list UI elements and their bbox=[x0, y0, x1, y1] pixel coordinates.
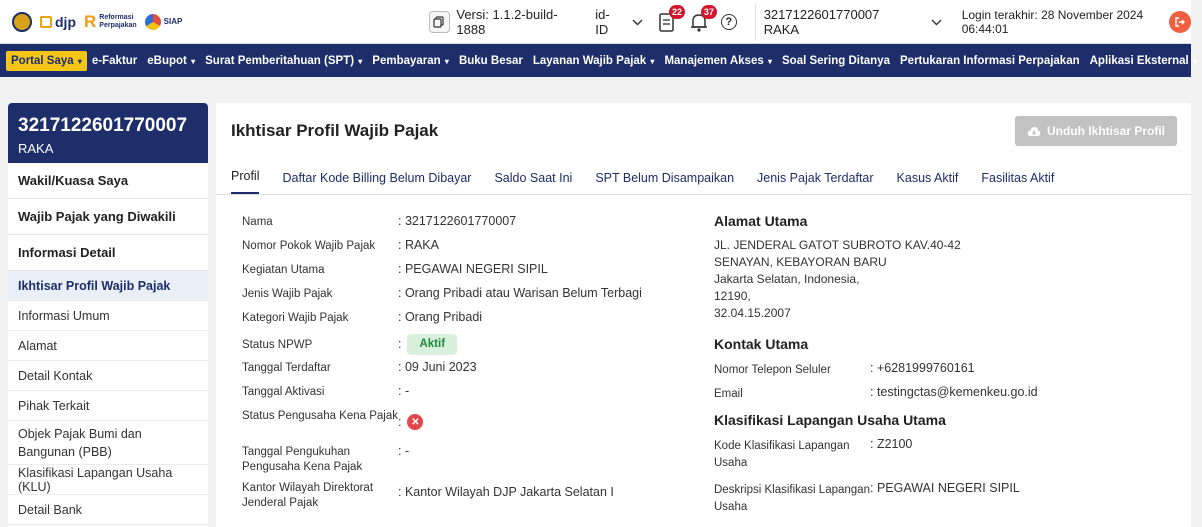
document-notification-button[interactable] bbox=[657, 6, 683, 33]
field-label: Tanggal Terdaftar bbox=[242, 362, 331, 374]
field-value bbox=[398, 333, 457, 355]
sidebar-item-objek-pajak-pbb[interactable]: Objek Pajak Bumi dan Bangunan (PBB) bbox=[8, 421, 208, 465]
djp-logo-text: djp bbox=[55, 13, 76, 30]
reformasi-logo-line1: Reformasi bbox=[99, 13, 134, 21]
nav-pembayaran[interactable] bbox=[367, 51, 454, 71]
sidebar-item-wajib-pajak-diwakili[interactable]: Wajib Pajak yang Diwakili bbox=[8, 199, 208, 235]
sidebar-item-detail-kontak[interactable]: Detail Kontak bbox=[8, 361, 208, 391]
field-separator: : bbox=[398, 414, 402, 429]
address-line: SENAYAN, KEBAYORAN BARU bbox=[714, 255, 887, 269]
nav-label: Buku Besar bbox=[458, 54, 523, 67]
main-header bbox=[216, 103, 1191, 159]
nav-label: e-Faktur bbox=[91, 54, 138, 67]
last-login-label: Login terakhir: 28 November 2024 06:44:01 bbox=[961, 7, 1144, 36]
nav-label: Layanan Wajib Pajak bbox=[532, 54, 647, 67]
sidebar-item-klu[interactable]: Klasifikasi Lapangan Usaha (KLU) bbox=[8, 465, 208, 495]
djp-logo-mark-icon bbox=[40, 16, 52, 28]
profile-row bbox=[242, 309, 700, 333]
field-value: : PEGAWAI NEGERI SIPIL bbox=[398, 262, 548, 276]
cloud-download-icon bbox=[1027, 126, 1041, 137]
profile-row bbox=[242, 359, 700, 383]
kontak-utama-title: Kontak Utama bbox=[714, 336, 809, 352]
profile-details bbox=[216, 213, 700, 516]
reformasi-logo bbox=[84, 13, 137, 30]
address-line: Jakarta Selatan, Indonesia, bbox=[714, 272, 860, 286]
profile-row bbox=[242, 479, 700, 515]
nav-label: Pertukaran Informasi Perpajakan bbox=[900, 54, 1080, 67]
language-select[interactable] bbox=[591, 7, 647, 37]
field-value: : Orang Pribadi atau Warisan Belum Terbagi bbox=[398, 286, 642, 300]
field-label: Status NPWP bbox=[242, 339, 313, 351]
contact-row bbox=[714, 360, 1160, 384]
field-label: Nomor Telepon Seluler bbox=[714, 364, 831, 376]
nav-ebupot[interactable] bbox=[142, 51, 200, 71]
field-label: Tanggal Aktivasi bbox=[242, 386, 325, 398]
document-notification-count: 22 bbox=[669, 5, 685, 19]
nav-label: eBupot bbox=[147, 54, 187, 67]
alamat-utama-title: Alamat Utama bbox=[714, 213, 808, 229]
help-icon[interactable]: ? bbox=[721, 14, 737, 30]
tab-fasilitas-aktif[interactable]: Fasilitas Aktif bbox=[981, 171, 1055, 185]
caret-down-icon: ▾ bbox=[442, 56, 449, 66]
field-label: Nama bbox=[242, 216, 273, 228]
profile-row bbox=[242, 383, 700, 407]
main-panel bbox=[216, 103, 1191, 527]
sidebar-taxpayer-name: RAKA bbox=[18, 141, 54, 156]
field-separator: : bbox=[398, 337, 402, 351]
tab-bar bbox=[216, 159, 1191, 195]
close-circle-icon: ✕ bbox=[407, 414, 423, 430]
sidebar-item-pihak-terkait[interactable]: Pihak Terkait bbox=[8, 391, 208, 421]
nav-label: Soal Sering Ditanya bbox=[782, 54, 891, 67]
field-value: : Orang Pribadi bbox=[398, 310, 483, 324]
nav-label: Portal Saya bbox=[11, 54, 74, 67]
field-label: Deskripsi Klasifikasi Lapangan Usaha bbox=[714, 484, 870, 513]
caret-down-icon: ▾ bbox=[188, 56, 196, 66]
chevron-down-icon bbox=[931, 14, 942, 29]
copy-icon[interactable] bbox=[429, 11, 451, 33]
field-value: : 09 Juni 2023 bbox=[398, 360, 477, 374]
field-value: : 3217122601770007 bbox=[398, 214, 517, 228]
tab-jenis-pajak[interactable]: Jenis Pajak Terdaftar bbox=[757, 171, 874, 185]
top-center-group bbox=[429, 3, 1191, 41]
caret-down-icon: ▾ bbox=[75, 56, 82, 66]
sidebar-item-alamat[interactable]: Alamat bbox=[8, 331, 208, 361]
nav-pertukaran-informasi[interactable] bbox=[895, 51, 1085, 71]
siap-logo bbox=[145, 14, 183, 30]
caret-down-icon: ▾ bbox=[1190, 56, 1197, 66]
field-label: Kode Klasifikasi Lapangan Usaha bbox=[714, 440, 850, 469]
field-value: : - bbox=[398, 384, 410, 398]
profile-row bbox=[242, 285, 700, 309]
profile-row bbox=[242, 333, 700, 359]
address-line: 12190, bbox=[714, 289, 751, 303]
version-label: Versi: 1.1.2-build-1888 bbox=[456, 6, 558, 37]
profile-row bbox=[242, 261, 700, 285]
nav-manajemen-akses[interactable] bbox=[659, 51, 777, 71]
sidebar-item-wakil-kuasa[interactable]: Wakil/Kuasa Saya bbox=[8, 163, 208, 199]
sidebar-item-ikhtisar-profil[interactable]: Ikhtisar Profil Wajib Pajak bbox=[8, 271, 208, 301]
sidebar-npwp: 3217122601770007 bbox=[18, 115, 188, 136]
nav-label: Manajemen Akses bbox=[664, 54, 764, 67]
sidebar-item-informasi-detail[interactable]: Informasi Detail bbox=[8, 235, 208, 271]
sidebar-item-informasi-umum[interactable]: Informasi Umum bbox=[8, 301, 208, 331]
nav-aplikasi-eksternal[interactable] bbox=[1085, 51, 1202, 71]
bell-notification-count: 37 bbox=[701, 5, 717, 19]
download-profile-button[interactable] bbox=[1015, 116, 1177, 146]
caret-down-icon: ▾ bbox=[356, 56, 363, 66]
main-navigation bbox=[0, 44, 1197, 77]
djp-logo bbox=[40, 14, 76, 30]
page-title: Ikhtisar Profil Wajib Pajak bbox=[231, 121, 439, 140]
field-value: : - bbox=[398, 444, 410, 458]
download-profile-label: Unduh Ikhtisar Profil bbox=[1046, 124, 1165, 138]
field-label: Kategori Wajib Pajak bbox=[242, 312, 349, 324]
account-select[interactable] bbox=[755, 3, 950, 41]
siap-logo-mark-icon bbox=[145, 14, 161, 30]
nav-label: Surat Pemberitahuan (SPT) bbox=[205, 54, 355, 67]
klu-row bbox=[714, 480, 1160, 516]
field-value: : testingctas@kemenkeu.go.id bbox=[870, 385, 1038, 399]
reformasi-logo-line2: Perpajakan bbox=[99, 21, 137, 29]
caret-down-icon: ▾ bbox=[765, 56, 772, 66]
nav-e-faktur[interactable] bbox=[87, 51, 142, 71]
reformasi-logo-mark-icon: R bbox=[84, 12, 97, 31]
nav-soal-sering-ditanya[interactable] bbox=[777, 51, 895, 71]
profile-content bbox=[216, 195, 1191, 516]
address-contact-details bbox=[700, 213, 1160, 516]
field-value: : Z2100 bbox=[870, 437, 913, 451]
field-value bbox=[398, 407, 423, 430]
field-label: Kantor Wilayah Direktorat Jenderal Pajak bbox=[242, 482, 374, 509]
profile-row bbox=[242, 443, 700, 479]
sidebar-header bbox=[8, 103, 208, 163]
nav-label: Aplikasi Eksternal bbox=[1089, 54, 1189, 67]
logo-group bbox=[0, 12, 427, 32]
sidebar-item-detail-bank[interactable]: Detail Bank bbox=[8, 495, 208, 525]
field-label: Status Pengusaha Kena Pajak bbox=[242, 410, 399, 422]
nav-layanan-wajib-pajak[interactable] bbox=[528, 51, 660, 71]
nav-spt[interactable] bbox=[200, 51, 367, 71]
address-line: JL. JENDERAL GATOT SUBROTO KAV.40-42 bbox=[714, 238, 961, 252]
field-label: Kegiatan Utama bbox=[242, 264, 325, 276]
tab-spt-belum[interactable]: SPT Belum Disampaikan bbox=[595, 171, 735, 185]
siap-logo-text: SIAP bbox=[163, 17, 183, 26]
nav-buku-besar[interactable] bbox=[454, 51, 528, 71]
profile-row bbox=[242, 407, 700, 443]
chevron-down-icon bbox=[632, 14, 643, 29]
contact-row bbox=[714, 384, 1160, 408]
status-badge: Aktif bbox=[407, 334, 457, 355]
field-value: : RAKA bbox=[398, 238, 439, 252]
field-label: Jenis Wajib Pajak bbox=[242, 288, 333, 300]
logout-icon[interactable] bbox=[1169, 11, 1191, 33]
bell-notification-button[interactable] bbox=[689, 6, 714, 33]
nav-label: Pembayaran bbox=[372, 54, 441, 67]
field-label: Email bbox=[714, 388, 743, 400]
field-label: Tanggal Pengukuhan Pengusaha Kena Pajak bbox=[242, 446, 363, 473]
top-bar bbox=[0, 0, 1191, 44]
account-value: 3217122601770007 RAKA bbox=[763, 6, 880, 37]
garuda-logo-icon bbox=[12, 12, 32, 32]
tab-kode-billing[interactable]: Daftar Kode Billing Belum Dibayar bbox=[282, 171, 472, 185]
field-value: : Kantor Wilayah DJP Jakarta Selatan I bbox=[398, 485, 614, 499]
field-value: : PEGAWAI NEGERI SIPIL bbox=[870, 481, 1020, 495]
alamat-utama-address bbox=[714, 237, 1160, 322]
caret-down-icon: ▾ bbox=[648, 56, 655, 66]
address-line: 32.04.15.2007 bbox=[714, 306, 791, 320]
profile-row bbox=[242, 213, 700, 237]
tab-profil[interactable]: Profil bbox=[231, 169, 259, 194]
field-label: Nomor Pokok Wajib Pajak bbox=[242, 240, 376, 252]
tab-saldo[interactable]: Saldo Saat Ini bbox=[494, 171, 573, 185]
tab-kasus-aktif[interactable]: Kasus Aktif bbox=[896, 171, 959, 185]
field-value: : +6281999760161 bbox=[870, 361, 975, 375]
klu-row bbox=[714, 436, 1160, 480]
language-value: id-ID bbox=[595, 6, 610, 37]
sidebar bbox=[8, 103, 208, 527]
klu-utama-title: Klasifikasi Lapangan Usaha Utama bbox=[714, 412, 946, 428]
profile-row bbox=[242, 237, 700, 261]
nav-portal-saya[interactable] bbox=[6, 51, 87, 71]
